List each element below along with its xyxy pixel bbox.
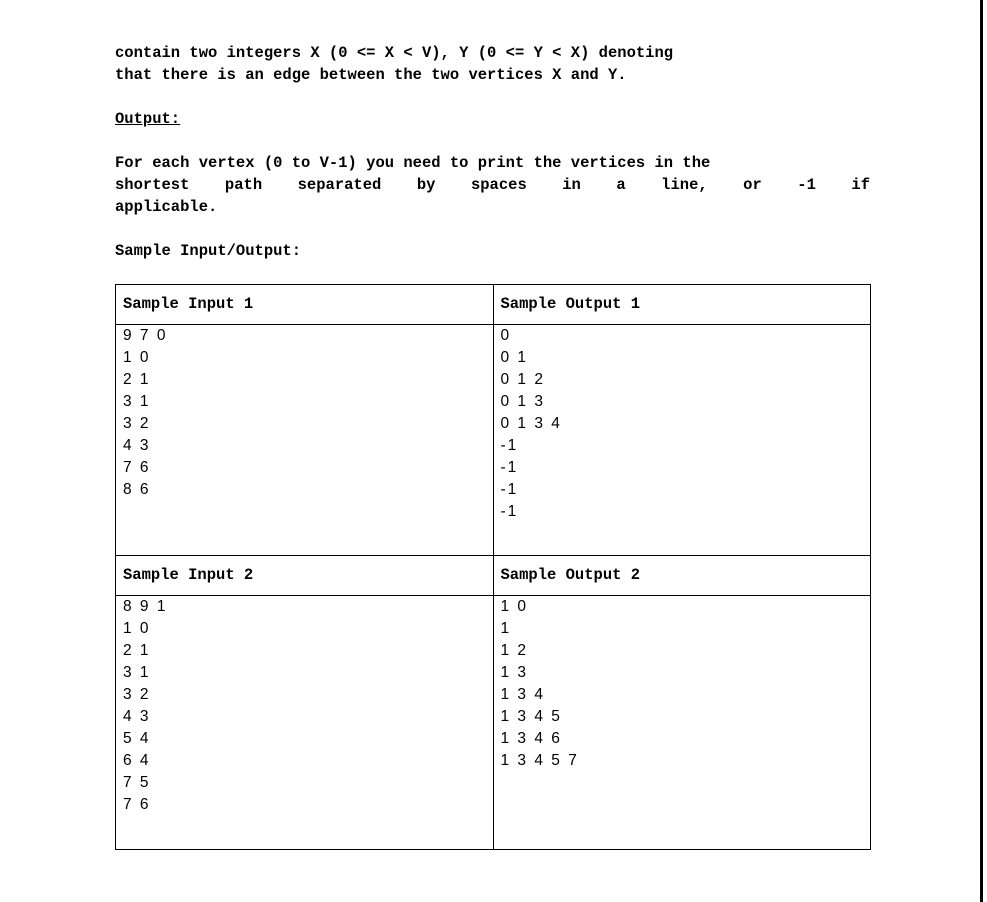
output-2-line: 1 3 4 5 xyxy=(500,708,562,725)
sample-output-2-title: Sample Output 2 xyxy=(493,556,871,596)
output-desc-line-2: shortest path separated by spaces in a line, or -1 if xyxy=(115,176,870,194)
sample-2-header-row xyxy=(116,556,871,596)
output-1-line: 0 1 3 4 xyxy=(500,415,562,432)
input-2-line: 5 4 xyxy=(123,730,151,747)
output-1-line: 0 xyxy=(500,327,512,344)
input-2-line: 6 4 xyxy=(123,752,151,769)
intro-paragraph xyxy=(115,42,870,86)
output-1-line: 0 1 3 xyxy=(500,393,545,410)
output-description xyxy=(115,152,870,218)
input-1-line: 3 1 xyxy=(123,393,151,410)
page-right-border xyxy=(980,0,983,902)
output-2-line: 1 3 4 xyxy=(500,686,545,703)
input-2-line: 1 0 xyxy=(123,620,151,637)
sample-input-1-content xyxy=(116,325,494,556)
output-1-line: -1 xyxy=(500,437,519,454)
output-2-line: 1 3 4 6 xyxy=(500,730,562,747)
intro-line-1: contain two integers X (0 <= X < V), Y (0 <= Y < X) denoting xyxy=(115,44,674,62)
output-2-line: 1 3 4 5 7 xyxy=(500,752,579,769)
input-1-line: 9 7 0 xyxy=(123,327,168,344)
input-2-line: 3 1 xyxy=(123,664,151,681)
input-2-line: 7 6 xyxy=(123,796,151,813)
sample-io-table xyxy=(115,284,871,850)
sample-2-body-row xyxy=(116,596,871,850)
input-2-line: 2 1 xyxy=(123,642,151,659)
input-1-line: 1 0 xyxy=(123,349,151,366)
input-2-line: 4 3 xyxy=(123,708,151,725)
output-heading: Output: xyxy=(115,110,181,128)
input-1-line: 8 6 xyxy=(123,481,151,498)
output-2-line: 1 3 xyxy=(500,664,529,681)
input-1-line: 4 3 xyxy=(123,437,151,454)
output-1-line: -1 xyxy=(500,503,519,520)
input-1-line: 3 2 xyxy=(123,415,151,432)
output-desc-line-1: For each vertex (0 to V-1) you need to print the vertices in the xyxy=(115,154,711,172)
input-2-line: 7 5 xyxy=(123,774,151,791)
output-1-line: 0 1 xyxy=(500,349,529,366)
output-desc-line-3: applicable. xyxy=(115,198,218,216)
intro-line-2: that there is an edge between the two vertices X and Y. xyxy=(115,66,627,84)
input-2-line: 3 2 xyxy=(123,686,151,703)
output-1-line: 0 1 2 xyxy=(500,371,545,388)
sample-input-2-content xyxy=(116,596,494,850)
sample-1-header-row xyxy=(116,285,871,325)
output-1-line: -1 xyxy=(500,459,519,476)
output-2-line: 1 0 xyxy=(500,598,529,615)
sample-output-1-content xyxy=(493,325,871,556)
sample-input-1-title: Sample Input 1 xyxy=(116,285,494,325)
input-2-line: 8 9 1 xyxy=(123,598,168,615)
input-1-line: 7 6 xyxy=(123,459,151,476)
sample-output-1-title: Sample Output 1 xyxy=(493,285,871,325)
output-2-line: 1 2 xyxy=(500,642,529,659)
sample-input-2-title: Sample Input 2 xyxy=(116,556,494,596)
output-1-line: -1 xyxy=(500,481,519,498)
input-1-line: 2 1 xyxy=(123,371,151,388)
sample-output-2-content xyxy=(493,596,871,850)
output-2-line: 1 xyxy=(500,620,512,637)
sample-io-heading: Sample Input/Output: xyxy=(115,242,302,260)
sample-1-body-row xyxy=(116,325,871,556)
